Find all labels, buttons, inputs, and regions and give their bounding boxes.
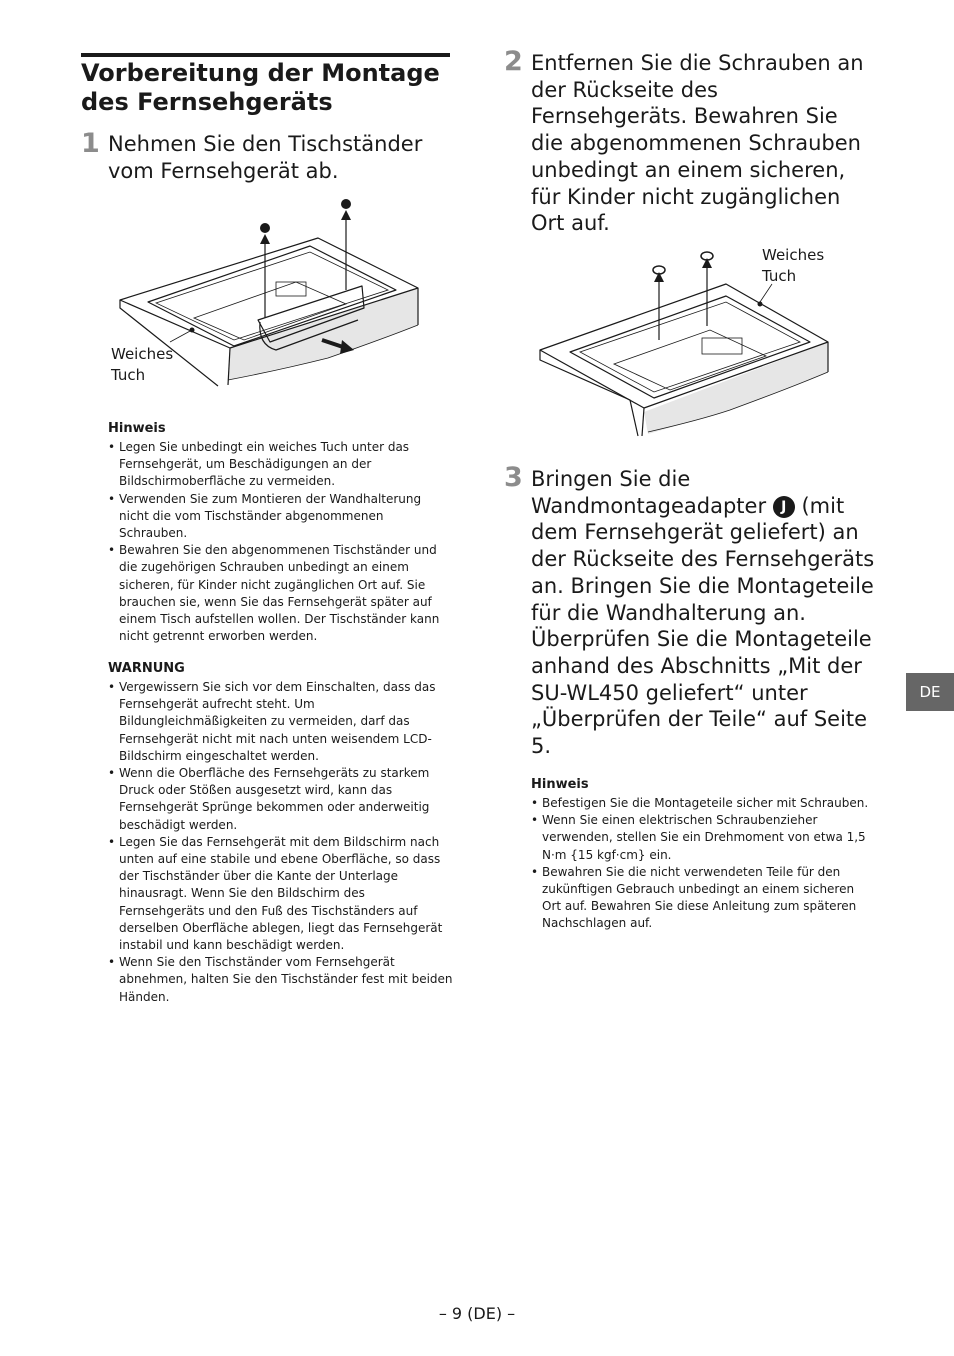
figure-2-label: Weiches Tuch: [762, 246, 825, 285]
step-2-number: 2: [504, 46, 523, 77]
hinweis-heading-3: Hinweis: [531, 777, 589, 792]
list-item: • Vergewissern Sie sich vor dem Einschalten, dass das Fernsehgerät aufrecht steht. Um Bildungleichmäßigkeiten zu vermeiden, darf das Fernsehgerät nicht mit nach unten weisendem LCD-Bildschirm eingeschaltet werden.: [108, 679, 453, 765]
list-item: • Bewahren Sie den abgenommenen Tischständer und die zugehörigen Schrauben unbedingt an einem sicheren, für Kinder nicht zugänglichen Ort auf. Sie brauchen sie, wenn Sie das Fernsehgerät später auf einem Tisch aufstellen wollen. Der Tischständer kann nicht getrennt erworben werden.: [108, 542, 453, 645]
screw-icon-2: [341, 199, 351, 209]
list-item: • Verwenden Sie zum Montieren der Wandhalterung nicht die vom Tischständer abgenommenen Schrauben.: [108, 491, 453, 543]
hinweis-heading-1: Hinweis: [108, 421, 166, 436]
table-front-leg: [642, 408, 644, 436]
callout-dot: [758, 302, 763, 307]
tv-terminal: [702, 338, 742, 354]
step-2-text: Entfernen Sie die Schrauben an der Rückseite des Fernsehgeräts. Bewahren Sie die abgenommenen Schrauben unbedingt an einem sicheren, für Kinder nicht zugänglichen Ort auf.: [531, 51, 864, 236]
step-1-text: Nehmen Sie den Tischständer vom Fernsehgerät ab.: [108, 132, 423, 183]
warnung-heading: WARNUNG: [108, 661, 185, 676]
badge-j: J: [773, 496, 795, 518]
list-item: • Wenn Sie den Tischständer vom Fernsehgerät abnehmen, halten Sie den Tischständer fest mit beiden Händen.: [108, 954, 453, 1006]
step-3-text-before: Bringen Sie die Wandmontageadapter: [531, 467, 767, 518]
step-3-text-after: (mit dem Fernsehgerät geliefert) an der Rückseite des Fernsehgeräts an. Bringen Sie die Montageteile für die Wandhalterung an. Überprüfen Sie die Montageteile anhand des Abschnitts „Mit der SU-WL450 geliefert“ unter „Überprüfen der Teile“ auf Seite 5.: [531, 493, 875, 759]
list-item: • Bewahren Sie die nicht verwendeten Teile für den zukünftigen Gebrauch unbedingt an einem sicheren Ort auf. Bewahren Sie diese Anleitung zum späteren Nachschlagen auf.: [531, 864, 871, 933]
arrow-head-1: [260, 234, 270, 244]
hinweis-list-1: [108, 439, 453, 645]
figure-1-label: Weiches Tuch: [111, 345, 174, 384]
cloth-shade: [644, 342, 828, 434]
language-tab: DE: [906, 673, 954, 711]
list-item: • Wenn die Oberfläche des Fernsehgeräts zu starkem Druck oder Stößen ausgesetzt wird, kann das Fernsehgerät Sprünge bekommen oder anderweitig beschädigt werden.: [108, 765, 453, 834]
list-item: • Befestigen Sie die Montageteile sicher mit Schrauben.: [531, 795, 871, 812]
list-item: • Legen Sie das Fernsehgerät mit dem Bildschirm nach unten auf eine stabile und ebene Oberfläche, so dass der Tischständer über die Kante der Unterlage hinausragt. Wenn Sie den Bildschirm des Fernsehgeräts und den Fuß des Tischständers auf derselben Oberfläche ablegen, liegt das Fernsehgerät instabil und kann beschädigt werden.: [108, 834, 453, 954]
hinweis-list-3: [531, 795, 871, 933]
step-1-number: 1: [81, 128, 100, 159]
page-number: – 9 (DE) –: [438, 1304, 516, 1323]
list-item: • Legen Sie unbedingt ein weiches Tuch unter das Fernsehgerät, um Beschädigungen an der Bildschirmoberfläche zu vermeiden.: [108, 439, 453, 491]
arrow-head-2: [341, 210, 351, 220]
warnung-list: [108, 679, 453, 1006]
title-rule: [81, 53, 450, 57]
callout-line: [170, 330, 192, 342]
callout-dot: [190, 328, 195, 333]
cloth-shade: [228, 288, 418, 380]
list-item: • Wenn Sie einen elektrischen Schraubenzieher verwenden, stellen Sie ein Drehmoment von etwa 1,5 N·m {15 kgf·cm} ein.: [531, 812, 871, 864]
screw-icon-1: [260, 223, 270, 233]
step-3-number: 3: [504, 462, 523, 493]
section-title: Vorbereitung der Montage des Fernsehgeräts: [81, 59, 440, 116]
step-3-text: [531, 466, 876, 760]
